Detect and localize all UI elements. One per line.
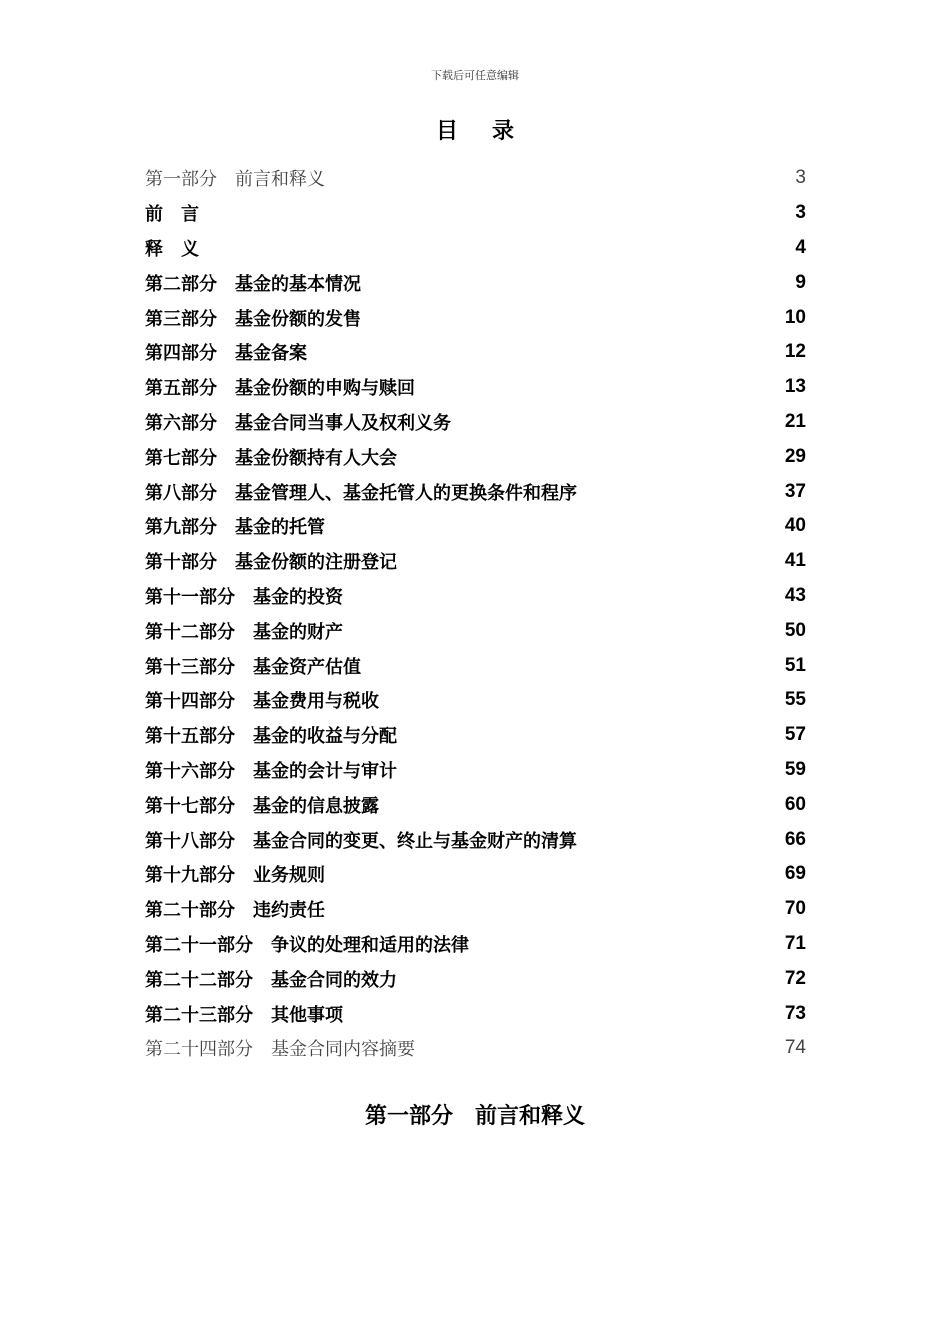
toc-entry-label: 第十一部分 基金的投资 [145,586,343,608]
toc-entry-label: 第十九部分 业务规则 [145,865,325,887]
toc-entry-label: 第三部分 基金份额的发售 [145,308,361,330]
toc-entry[interactable] [145,892,806,927]
toc-entry-label: 第二十部分 违约责任 [145,900,325,922]
toc-entry[interactable] [145,648,806,683]
toc-entry-label: 第十四部分 基金费用与税收 [145,691,379,713]
toc-entry-label: 第二十二部分 基金合同的效力 [145,969,397,991]
toc-entry[interactable] [145,509,806,544]
toc-entry[interactable] [145,787,806,822]
toc-entry-page-number: 60 [784,793,806,815]
toc-entry[interactable] [145,474,806,509]
toc-entry-label: 第二十三部分 其他事项 [145,1004,343,1026]
toc-entry-page-number: 74 [784,1037,806,1059]
toc-entry-page-number: 55 [784,689,806,711]
toc-entry-page-number: 72 [784,967,806,989]
toc-entry-page-number: 12 [784,341,806,363]
toc-entry-label: 第二十四部分 基金合同内容摘要 [145,1039,415,1061]
toc-entry[interactable] [145,300,806,335]
toc-entry[interactable] [145,613,806,648]
toc-entry-label: 第二部分 基金的基本情况 [145,273,361,295]
toc-entry-label: 第五部分 基金份额的申购与赎回 [145,378,415,400]
toc-entry-label: 第七部分 基金份额持有人大会 [145,447,397,469]
toc-entry-page-number: 37 [784,480,806,502]
toc-entry-label: 第十六部分 基金的会计与审计 [145,760,397,782]
toc-entry[interactable] [145,161,806,196]
toc-entry-page-number: 9 [795,271,806,293]
toc-entry[interactable] [145,961,806,996]
toc-entry-page-number: 40 [784,515,806,537]
toc-entry-label: 第九部分 基金的托管 [145,517,325,539]
toc-entry-label: 释 义 [145,238,199,260]
toc-entry-page-number: 3 [795,167,806,189]
toc-entry[interactable] [145,265,806,300]
toc-entry[interactable] [145,196,806,231]
toc-entry-label: 第十二部分 基金的财产 [145,621,343,643]
toc-entry-page-number: 50 [784,619,806,641]
toc-entry-label: 第二十一部分 争议的处理和适用的法律 [145,934,469,956]
toc-entry-page-number: 10 [784,306,806,328]
toc-entry-page-number: 29 [784,445,806,467]
toc-entry[interactable] [145,1031,806,1066]
toc-entry-label: 第八部分 基金管理人、基金托管人的更换条件和程序 [145,482,577,504]
toc-entry-label: 第十三部分 基金资产估值 [145,656,361,678]
toc-entry-label: 第一部分 前言和释义 [145,169,325,191]
toc-entry[interactable] [145,927,806,962]
toc-entry[interactable] [145,579,806,614]
toc-entry-page-number: 3 [795,202,806,224]
header-note: 下载后可任意编辑 [431,69,519,82]
toc-entry-page-number: 59 [784,758,806,780]
toc-entry-page-number: 21 [784,410,806,432]
toc-entry-label: 第六部分 基金合同当事人及权利义务 [145,412,451,434]
toc-entry-page-number: 57 [784,724,806,746]
toc-entry[interactable] [145,753,806,788]
toc-entry[interactable] [145,683,806,718]
table-of-contents [145,161,806,1066]
toc-entry-label: 第十五部分 基金的收益与分配 [145,726,397,748]
toc-entry-page-number: 69 [784,863,806,885]
toc-title: 目录 [435,119,548,144]
toc-entry-label: 第十八部分 基金合同的变更、终止与基金财产的清算 [145,830,577,852]
toc-entry-page-number: 51 [784,654,806,676]
toc-entry[interactable] [145,335,806,370]
toc-entry[interactable] [145,996,806,1031]
section-heading: 第一部分 前言和释义 [364,1104,585,1129]
toc-entry-page-number: 73 [784,1002,806,1024]
toc-entry-page-number: 41 [784,550,806,572]
toc-entry[interactable] [145,544,806,579]
toc-entry-label: 第十部分 基金份额的注册登记 [145,552,397,574]
toc-entry-label: 第四部分 基金备案 [145,343,307,365]
toc-entry[interactable] [145,822,806,857]
toc-entry-page-number: 71 [784,932,806,954]
toc-entry-page-number: 4 [795,236,806,258]
toc-entry[interactable] [145,405,806,440]
toc-entry[interactable] [145,718,806,753]
toc-entry[interactable] [145,439,806,474]
toc-entry[interactable] [145,857,806,892]
toc-entry-page-number: 70 [784,898,806,920]
toc-entry-page-number: 66 [784,828,806,850]
toc-entry-page-number: 43 [784,584,806,606]
toc-entry-page-number: 13 [784,376,806,398]
toc-entry-label: 前 言 [145,204,199,226]
toc-entry-label: 第十七部分 基金的信息披露 [145,795,379,817]
toc-entry[interactable] [145,231,806,266]
toc-entry[interactable] [145,370,806,405]
